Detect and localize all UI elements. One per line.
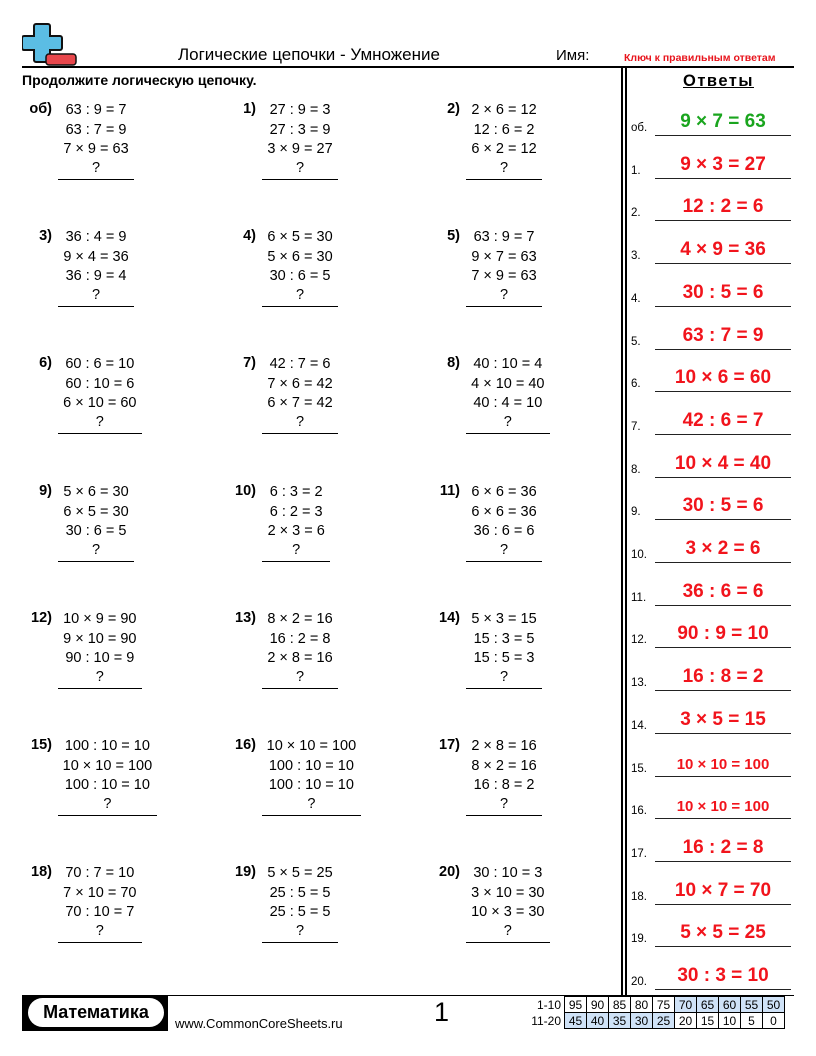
equation-line: 30 : 10 = 3 bbox=[473, 865, 543, 881]
problem-chain bbox=[466, 355, 550, 434]
answer-blank[interactable]: ? bbox=[466, 287, 542, 307]
answer-value: 10 × 7 = 70 bbox=[674, 879, 772, 901]
plus-minus-icon bbox=[22, 22, 78, 66]
problem-chain bbox=[262, 864, 338, 943]
equation-line: 100 : 10 = 10 bbox=[64, 777, 150, 793]
problem-chain bbox=[262, 737, 361, 816]
problem-number: 10) bbox=[235, 483, 256, 499]
equation-line: 40 : 4 = 10 bbox=[473, 395, 543, 411]
equation-line: 63 : 9 = 7 bbox=[65, 102, 127, 118]
problem-number: 13) bbox=[235, 610, 256, 626]
equation-line: 100 : 10 = 10 bbox=[268, 757, 354, 774]
answer-value: 3 × 2 = 6 bbox=[685, 538, 761, 559]
answer-blank[interactable]: ? bbox=[262, 160, 338, 180]
page-number: 1 bbox=[434, 997, 450, 1027]
answer-number: 5. bbox=[631, 335, 641, 348]
answer-blank[interactable]: ? bbox=[466, 796, 542, 816]
problem-number: 19) bbox=[235, 864, 256, 880]
equation-line: 60 : 10 = 6 bbox=[65, 375, 135, 392]
problem-number: 17) bbox=[439, 737, 460, 753]
problem-number: 2) bbox=[447, 101, 460, 117]
score-cell: 30 bbox=[631, 1013, 653, 1029]
equation-line: 15 : 3 = 5 bbox=[473, 630, 535, 647]
problem-chain bbox=[466, 483, 542, 562]
score-cell: 90 bbox=[587, 997, 609, 1013]
name-label: Имя: bbox=[556, 47, 590, 64]
equation-line: 63 : 7 = 9 bbox=[65, 121, 127, 138]
answer-number: 2. bbox=[631, 207, 641, 220]
brand-label: Математика bbox=[28, 998, 164, 1027]
problem-number: 9) bbox=[39, 483, 52, 499]
problem-number: 1) bbox=[243, 101, 256, 117]
problem-number: 8) bbox=[447, 355, 460, 371]
answer-value: 42 : 6 = 7 bbox=[682, 409, 764, 431]
answer-value: 63 : 7 = 9 bbox=[682, 324, 764, 346]
equation-line: 16 : 8 = 2 bbox=[473, 777, 535, 793]
score-row-11-20 bbox=[525, 1013, 785, 1029]
equation-line: 25 : 5 = 5 bbox=[269, 884, 331, 901]
score-cell: 50 bbox=[763, 997, 785, 1013]
score-cell: 20 bbox=[675, 1013, 697, 1029]
answer-row bbox=[631, 661, 791, 691]
equation-line: 15 : 5 = 3 bbox=[473, 650, 535, 666]
equation-line: 27 : 9 = 3 bbox=[269, 102, 331, 118]
problem-number: 16) bbox=[235, 737, 256, 753]
answer-number: 16. bbox=[631, 805, 647, 818]
equation-line: 42 : 7 = 6 bbox=[269, 356, 331, 372]
answer-row bbox=[631, 277, 791, 307]
equation-line: 70 : 7 = 10 bbox=[65, 865, 135, 881]
answer-value: 16 : 8 = 2 bbox=[682, 666, 764, 688]
answer-row bbox=[631, 832, 791, 862]
problem-chain bbox=[262, 483, 330, 562]
problem-chain bbox=[262, 228, 338, 307]
score-row-label: 11-20 bbox=[531, 1013, 561, 1028]
equation-line: 9 × 7 = 63 bbox=[471, 248, 537, 265]
equation-line: 6 : 3 = 2 bbox=[269, 484, 323, 500]
answer-value: 4 × 9 = 36 bbox=[680, 239, 766, 261]
problem-number: 18) bbox=[31, 864, 52, 880]
score-cell: 95 bbox=[565, 997, 587, 1013]
problem-chain bbox=[58, 355, 142, 434]
equation-line: 63 : 9 = 7 bbox=[473, 229, 535, 245]
answer-blank[interactable]: ? bbox=[58, 414, 142, 434]
score-cell: 40 bbox=[587, 1013, 609, 1029]
score-cell: 70 bbox=[675, 997, 697, 1013]
answer-number: 6. bbox=[631, 378, 641, 391]
equation-line: 8 × 2 = 16 bbox=[471, 757, 537, 774]
score-row-label: 1-10 bbox=[536, 997, 561, 1012]
problem-number: 5) bbox=[447, 228, 460, 244]
problem-chain bbox=[58, 483, 134, 562]
answer-value: 9 × 3 = 27 bbox=[680, 153, 766, 175]
answer-value: 30 : 5 = 6 bbox=[682, 281, 764, 303]
answer-value: 30 : 3 = 10 bbox=[677, 965, 769, 986]
equation-line: 7 × 9 = 63 bbox=[471, 268, 537, 284]
equation-line: 10 × 9 = 90 bbox=[63, 611, 137, 627]
score-cell: 0 bbox=[763, 1013, 785, 1029]
answer-value: 90 : 9 = 10 bbox=[677, 623, 769, 645]
answer-blank[interactable]: ? bbox=[58, 923, 142, 943]
equation-line: 3 × 9 = 27 bbox=[267, 141, 333, 157]
equation-line: 6 × 7 = 42 bbox=[267, 395, 333, 411]
problem-chain bbox=[466, 864, 550, 943]
answer-row bbox=[631, 106, 791, 136]
equation-line: 5 × 6 = 30 bbox=[63, 484, 129, 500]
problem-number: 20) bbox=[439, 864, 460, 880]
answer-row bbox=[631, 191, 791, 221]
equation-line: 6 × 10 = 60 bbox=[63, 395, 137, 411]
score-cell: 45 bbox=[565, 1013, 587, 1029]
score-cell: 85 bbox=[609, 997, 631, 1013]
equation-line: 2 × 3 = 6 bbox=[267, 523, 325, 539]
score-cell: 15 bbox=[697, 1013, 719, 1029]
answer-blank[interactable]: ? bbox=[58, 669, 142, 689]
problem-chain bbox=[262, 101, 338, 180]
problem-number: 15) bbox=[31, 737, 52, 753]
answer-number: 13. bbox=[631, 677, 647, 690]
equation-line: 10 × 10 = 100 bbox=[266, 738, 357, 754]
answer-value: 10 × 6 = 60 bbox=[674, 367, 772, 389]
answer-number: 14. bbox=[631, 719, 647, 732]
answer-row bbox=[631, 362, 791, 392]
answer-number: 10. bbox=[631, 549, 647, 561]
equation-line: 5 × 6 = 30 bbox=[267, 248, 333, 265]
answer-blank[interactable]: ? bbox=[58, 796, 157, 816]
answer-row bbox=[631, 875, 791, 905]
problem-chain bbox=[262, 610, 338, 689]
equation-line: 5 × 3 = 15 bbox=[471, 611, 537, 627]
equation-line: 16 : 2 = 8 bbox=[269, 630, 331, 647]
problem-number: 7) bbox=[243, 355, 256, 371]
problem-number: об) bbox=[29, 101, 52, 117]
answer-row bbox=[631, 320, 791, 350]
equation-line: 6 : 2 = 3 bbox=[269, 503, 323, 520]
answer-row bbox=[631, 448, 791, 478]
answer-row bbox=[631, 533, 791, 563]
equation-line: 10 × 10 = 100 bbox=[62, 757, 153, 774]
score-cell: 10 bbox=[719, 1013, 741, 1029]
problem-chain bbox=[58, 864, 142, 943]
equation-line: 7 × 6 = 42 bbox=[267, 375, 333, 392]
answer-number: 20. bbox=[631, 976, 647, 988]
equation-line: 10 × 3 = 30 bbox=[471, 904, 545, 920]
answer-row bbox=[631, 917, 791, 947]
answers-title: Ответы bbox=[683, 72, 754, 90]
score-cell: 60 bbox=[719, 997, 741, 1013]
answer-number: 17. bbox=[631, 847, 647, 860]
score-cell: 25 bbox=[653, 1013, 675, 1029]
equation-line: 100 : 10 = 10 bbox=[268, 777, 354, 793]
equation-line: 6 × 6 = 36 bbox=[471, 503, 537, 520]
equation-line: 100 : 10 = 10 bbox=[64, 738, 150, 754]
score-cell: 75 bbox=[653, 997, 675, 1013]
answer-value: 16 : 2 = 8 bbox=[682, 836, 764, 858]
equation-line: 36 : 6 = 6 bbox=[473, 523, 535, 539]
answer-blank[interactable]: ? bbox=[262, 542, 330, 562]
problem-chain bbox=[58, 737, 157, 816]
answer-number: 12. bbox=[631, 634, 647, 647]
equation-line: 7 × 10 = 70 bbox=[63, 884, 137, 901]
answer-number: об. bbox=[631, 122, 648, 134]
equation-line: 60 : 6 = 10 bbox=[65, 356, 135, 372]
answer-value: 10 × 10 = 100 bbox=[676, 798, 770, 816]
answer-blank[interactable]: ? bbox=[466, 669, 542, 689]
score-cell: 55 bbox=[741, 997, 763, 1013]
header-divider bbox=[22, 66, 794, 68]
problem-chain bbox=[466, 610, 542, 689]
problem-number: 4) bbox=[243, 228, 256, 244]
answer-row bbox=[631, 149, 791, 179]
equation-line: 36 : 4 = 9 bbox=[65, 229, 127, 245]
answer-number: 11. bbox=[631, 591, 647, 604]
problem-number: 14) bbox=[439, 610, 460, 626]
problem-chain bbox=[58, 101, 134, 180]
answer-blank[interactable]: ? bbox=[262, 923, 338, 943]
equation-line: 2 × 8 = 16 bbox=[471, 738, 537, 754]
answer-number: 3. bbox=[631, 250, 641, 263]
equation-line: 12 : 6 = 2 bbox=[473, 121, 535, 138]
answer-row bbox=[631, 747, 791, 777]
answer-value: 30 : 5 = 6 bbox=[682, 495, 764, 517]
problem-chain bbox=[58, 228, 134, 307]
equation-line: 36 : 9 = 4 bbox=[65, 268, 127, 284]
answer-number: 7. bbox=[631, 420, 641, 433]
problem-number: 3) bbox=[39, 228, 52, 244]
problem-number: 6) bbox=[39, 355, 52, 371]
score-cell: 65 bbox=[697, 997, 719, 1013]
problem-chain bbox=[262, 355, 338, 434]
site-link[interactable]: www.CommonCoreSheets.ru bbox=[175, 1016, 343, 1031]
answers-divider-inner bbox=[625, 67, 627, 995]
answer-row bbox=[631, 960, 791, 990]
equation-line: 9 × 4 = 36 bbox=[63, 248, 129, 265]
equation-line: 2 × 8 = 16 bbox=[267, 650, 333, 666]
answer-number: 8. bbox=[631, 463, 641, 476]
answer-blank[interactable]: ? bbox=[466, 160, 542, 180]
answer-row bbox=[631, 789, 791, 819]
score-cell: 5 bbox=[741, 1013, 763, 1029]
answer-blank[interactable]: ? bbox=[466, 923, 550, 943]
equation-line: 6 × 6 = 36 bbox=[471, 484, 537, 500]
problem-chain bbox=[466, 737, 542, 816]
answer-value: 12 : 2 = 6 bbox=[682, 196, 764, 218]
equation-line: 6 × 5 = 30 bbox=[267, 229, 333, 245]
answer-blank[interactable]: ? bbox=[262, 669, 338, 689]
answer-number: 1. bbox=[631, 164, 641, 177]
answer-blank[interactable]: ? bbox=[262, 796, 361, 816]
score-cell: 80 bbox=[631, 997, 653, 1013]
answer-value: 10 × 10 = 100 bbox=[676, 755, 770, 773]
answer-row bbox=[631, 576, 791, 606]
answers-divider bbox=[621, 67, 623, 995]
answer-value: 9 × 7 = 63 bbox=[680, 111, 766, 132]
equation-line: 8 × 2 = 16 bbox=[267, 611, 333, 627]
problem-chain bbox=[466, 101, 542, 180]
answer-value: 5 × 5 = 25 bbox=[680, 922, 766, 944]
answer-blank[interactable]: ? bbox=[466, 542, 542, 562]
equation-line: 40 : 10 = 4 bbox=[473, 356, 543, 372]
answer-number: 9. bbox=[631, 506, 641, 519]
problem-chain bbox=[58, 610, 142, 689]
answer-row bbox=[631, 234, 791, 264]
equation-line: 4 × 10 = 40 bbox=[471, 375, 545, 392]
answer-value: 3 × 5 = 15 bbox=[680, 708, 766, 730]
answer-row bbox=[631, 704, 791, 734]
answer-blank[interactable]: ? bbox=[58, 287, 134, 307]
answer-blank[interactable]: ? bbox=[466, 414, 550, 434]
answer-number: 19. bbox=[631, 933, 647, 946]
equation-line: 5 × 5 = 25 bbox=[267, 865, 333, 881]
equation-line: 2 × 6 = 12 bbox=[471, 102, 537, 118]
instruction-text: Продолжите логическую цепочку. bbox=[22, 72, 257, 88]
answer-value: 10 × 4 = 40 bbox=[674, 452, 772, 474]
answer-row bbox=[631, 618, 791, 648]
score-row-1-10 bbox=[525, 997, 785, 1013]
answer-key-label: Ключ к правильным ответам bbox=[624, 52, 776, 64]
equation-line: 9 × 10 = 90 bbox=[63, 630, 137, 647]
equation-line: 25 : 5 = 5 bbox=[269, 904, 331, 920]
answer-row bbox=[631, 405, 791, 435]
equation-line: 30 : 6 = 5 bbox=[65, 523, 127, 539]
answer-number: 15. bbox=[631, 762, 647, 775]
problem-number: 11) bbox=[439, 483, 460, 499]
equation-line: 6 × 2 = 12 bbox=[471, 141, 537, 157]
equation-line: 70 : 10 = 7 bbox=[65, 904, 135, 920]
equation-line: 3 × 10 = 30 bbox=[471, 884, 545, 901]
answer-row bbox=[631, 490, 791, 520]
equation-line: 30 : 6 = 5 bbox=[269, 268, 331, 284]
problem-number: 12) bbox=[31, 610, 52, 626]
problem-chain bbox=[466, 228, 542, 307]
score-cell: 35 bbox=[609, 1013, 631, 1029]
answer-blank[interactable]: ? bbox=[58, 542, 134, 562]
equation-line: 27 : 3 = 9 bbox=[269, 121, 331, 138]
equation-line: 7 × 9 = 63 bbox=[63, 141, 129, 157]
equation-line: 6 × 5 = 30 bbox=[63, 503, 129, 520]
equation-line: 90 : 10 = 9 bbox=[65, 650, 135, 666]
answer-value: 36 : 6 = 6 bbox=[682, 580, 764, 602]
answer-blank[interactable]: ? bbox=[58, 160, 134, 180]
answer-number: 4. bbox=[631, 292, 641, 305]
answer-number: 18. bbox=[631, 890, 647, 903]
answer-blank[interactable]: ? bbox=[262, 287, 338, 307]
brand-badge bbox=[22, 995, 168, 1031]
answer-blank[interactable]: ? bbox=[262, 414, 338, 434]
worksheet-title: Логические цепочки - Умножение bbox=[178, 45, 440, 64]
score-table bbox=[525, 996, 785, 1029]
